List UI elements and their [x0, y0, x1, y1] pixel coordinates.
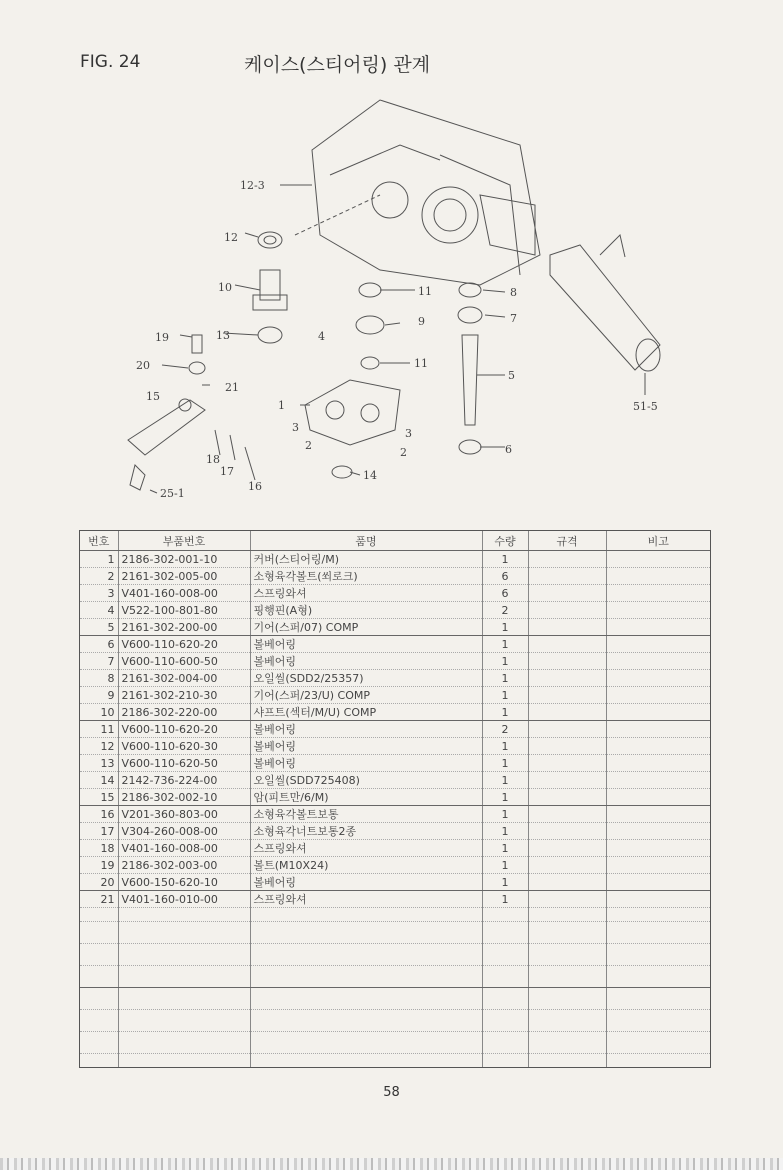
part-number-cell: V600-110-600-50: [118, 653, 250, 670]
table-row: [80, 619, 710, 636]
part-number-cell-no: 9: [80, 687, 118, 704]
part-number-cell-no: 17: [80, 823, 118, 840]
table-row: [80, 585, 710, 602]
quantity-cell: 1: [482, 670, 528, 687]
remarks-cell: [606, 568, 710, 585]
svg-text:3: 3: [292, 421, 299, 434]
part-number-cell-no: 6: [80, 636, 118, 653]
part-number-cell-no: 8: [80, 670, 118, 687]
part-number-cell: 2161-302-004-00: [118, 670, 250, 687]
quantity-cell: 1: [482, 874, 528, 891]
table-row: [80, 653, 710, 670]
part-name-cell: 볼베어링: [250, 755, 482, 772]
remarks-cell: [606, 738, 710, 755]
table-row: [80, 602, 710, 619]
quantity-cell: 1: [482, 653, 528, 670]
table-row: [80, 721, 710, 738]
remarks-cell: [606, 653, 710, 670]
remarks-cell: [606, 687, 710, 704]
spec-cell: [528, 857, 606, 874]
part-number-cell-no: 21: [80, 891, 118, 908]
svg-text:51-5: 51-5: [633, 400, 658, 413]
scan-edge: [0, 1158, 783, 1170]
part-number-cell: 2161-302-200-00: [118, 619, 250, 636]
table-row: [80, 840, 710, 857]
remarks-cell: [606, 857, 710, 874]
remarks-cell: [606, 619, 710, 636]
table-row: [80, 568, 710, 585]
part-number-cell-no: 10: [80, 704, 118, 721]
part-number-cell: V522-100-801-80: [118, 602, 250, 619]
table-row: [80, 823, 710, 840]
spec-cell: [528, 823, 606, 840]
quantity-cell: 1: [482, 840, 528, 857]
table-row: [80, 636, 710, 653]
svg-text:17: 17: [220, 465, 234, 478]
part-name-cell: 핑행핀(A형): [250, 602, 482, 619]
part-number-cell: V600-110-620-20: [118, 636, 250, 653]
table-row: [80, 704, 710, 721]
remarks-cell: [606, 755, 710, 772]
part-number-cell: V401-160-010-00: [118, 891, 250, 908]
part-name-cell: 볼베어링: [250, 874, 482, 891]
quantity-cell: 1: [482, 755, 528, 772]
table-row: [80, 670, 710, 687]
spec-cell: [528, 568, 606, 585]
quantity-cell: 1: [482, 619, 528, 636]
part-name-cell: 볼베어링: [250, 653, 482, 670]
remarks-cell: [606, 806, 710, 823]
quantity-cell: 6: [482, 568, 528, 585]
spec-cell: [528, 806, 606, 823]
part-number-cell-no: 7: [80, 653, 118, 670]
part-number-cell-no: 16: [80, 806, 118, 823]
spec-cell: [528, 772, 606, 789]
table-row: [80, 874, 710, 891]
part-number-cell-no: 3: [80, 585, 118, 602]
quantity-cell: 1: [482, 738, 528, 755]
part-number-cell: 2142-736-224-00: [118, 772, 250, 789]
part-name-cell: 커버(스티어링/M): [250, 551, 482, 568]
remarks-cell: [606, 721, 710, 738]
svg-text:12-3: 12-3: [240, 179, 265, 192]
remarks-cell: [606, 704, 710, 721]
part-name-cell: 기어(스퍼/07) COMP: [250, 619, 482, 636]
spec-cell: [528, 874, 606, 891]
parts-list-table: [79, 530, 711, 1068]
spec-cell: [528, 551, 606, 568]
quantity-cell: 1: [482, 636, 528, 653]
table-row: [80, 738, 710, 755]
part-number-cell: 2161-302-005-00: [118, 568, 250, 585]
part-number-cell-no: 20: [80, 874, 118, 891]
quantity-cell: 1: [482, 687, 528, 704]
quantity-cell: 1: [482, 772, 528, 789]
svg-text:9: 9: [418, 315, 425, 328]
remarks-cell: [606, 772, 710, 789]
part-number-cell-no: 5: [80, 619, 118, 636]
spec-cell: [528, 585, 606, 602]
table-empty-area: [80, 899, 710, 1067]
part-number-cell: V600-110-620-50: [118, 755, 250, 772]
svg-text:19: 19: [155, 331, 169, 344]
part-name-cell: 소형육각너트보통2종: [250, 823, 482, 840]
svg-text:3: 3: [405, 427, 412, 440]
part-name-cell: 소형육각볼트(쐬로크): [250, 568, 482, 585]
svg-text:14: 14: [363, 469, 377, 482]
remarks-cell: [606, 789, 710, 806]
part-number-cell-no: 19: [80, 857, 118, 874]
svg-text:1: 1: [278, 399, 285, 412]
quantity-cell: 1: [482, 891, 528, 908]
table-row: [80, 755, 710, 772]
part-name-cell: 볼베어링: [250, 738, 482, 755]
remarks-cell: [606, 602, 710, 619]
svg-text:16: 16: [248, 480, 262, 493]
quantity-cell: 1: [482, 789, 528, 806]
table-row: [80, 806, 710, 823]
svg-text:6: 6: [505, 443, 512, 456]
page-title: 케이스(스티어링) 관계: [244, 54, 431, 76]
quantity-cell: 2: [482, 721, 528, 738]
svg-text:2: 2: [305, 439, 312, 452]
spec-cell: [528, 738, 606, 755]
part-number-cell-no: 2: [80, 568, 118, 585]
remarks-cell: [606, 823, 710, 840]
part-number-cell: V600-110-620-20: [118, 721, 250, 738]
remarks-cell: [606, 840, 710, 857]
remarks-cell: [606, 670, 710, 687]
spec-cell: [528, 636, 606, 653]
part-number-cell: 2186-302-220-00: [118, 704, 250, 721]
quantity-cell: 1: [482, 551, 528, 568]
exploded-parts-diagram: [80, 85, 680, 509]
spec-cell: [528, 602, 606, 619]
svg-text:10: 10: [218, 281, 232, 294]
figure-number: FIG. 24: [80, 52, 141, 72]
svg-text:2: 2: [400, 446, 407, 459]
part-name-cell: 오일씰(SDD2/25357): [250, 670, 482, 687]
part-number-cell: 2161-302-210-30: [118, 687, 250, 704]
part-name-cell: 볼베어링: [250, 721, 482, 738]
part-number-cell: 2186-302-001-10: [118, 551, 250, 568]
spec-cell: [528, 721, 606, 738]
header-qty: 수량: [482, 531, 528, 551]
spec-cell: [528, 687, 606, 704]
remarks-cell: [606, 874, 710, 891]
svg-text:4: 4: [318, 330, 325, 343]
svg-text:18: 18: [206, 453, 220, 466]
table-row: [80, 857, 710, 874]
part-number-cell: V600-150-620-10: [118, 874, 250, 891]
quantity-cell: 1: [482, 857, 528, 874]
part-number-cell: 2186-302-002-10: [118, 789, 250, 806]
quantity-cell: 1: [482, 823, 528, 840]
part-number-cell-no: 12: [80, 738, 118, 755]
svg-text:8: 8: [510, 286, 517, 299]
spec-cell: [528, 619, 606, 636]
part-name-cell: 오일씰(SDD725408): [250, 772, 482, 789]
part-number-cell: V600-110-620-30: [118, 738, 250, 755]
table-row: [80, 687, 710, 704]
remarks-cell: [606, 551, 710, 568]
part-number-cell-no: 4: [80, 602, 118, 619]
svg-text:25-1: 25-1: [160, 487, 185, 500]
spec-cell: [528, 840, 606, 857]
part-number-cell-no: 11: [80, 721, 118, 738]
svg-text:13: 13: [216, 329, 230, 342]
remarks-cell: [606, 636, 710, 653]
spec-cell: [528, 789, 606, 806]
part-number-cell-no: 15: [80, 789, 118, 806]
header-no: 번호: [80, 531, 118, 551]
part-number-cell-no: 14: [80, 772, 118, 789]
header-part-no: 부품번호: [118, 531, 250, 551]
table-row: [80, 772, 710, 789]
part-number-cell: V304-260-008-00: [118, 823, 250, 840]
svg-text:11: 11: [414, 357, 428, 370]
svg-text:11: 11: [418, 285, 432, 298]
svg-text:5: 5: [508, 369, 515, 382]
part-number-cell-no: 13: [80, 755, 118, 772]
spec-cell: [528, 704, 606, 721]
part-name-cell: 소형육각볼트보통: [250, 806, 482, 823]
quantity-cell: 1: [482, 806, 528, 823]
quantity-cell: 1: [482, 704, 528, 721]
part-name-cell: 기어(스퍼/23/U) COMP: [250, 687, 482, 704]
part-number-cell: 2186-302-003-00: [118, 857, 250, 874]
svg-text:20: 20: [136, 359, 150, 372]
part-name-cell: 암(피트만/6/M): [250, 789, 482, 806]
svg-text:12: 12: [224, 231, 238, 244]
spec-cell: [528, 755, 606, 772]
remarks-cell: [606, 585, 710, 602]
table-row: [80, 789, 710, 806]
table-row: [80, 551, 710, 568]
header-remarks: 비고: [606, 531, 710, 551]
header-name: 품명: [250, 531, 482, 551]
part-name-cell: 스프링와셔: [250, 840, 482, 857]
page-number: 58: [383, 1085, 400, 1100]
header-spec: 규격: [528, 531, 606, 551]
svg-text:15: 15: [146, 390, 160, 403]
part-name-cell: 볼트(M10X24): [250, 857, 482, 874]
part-number-cell: V401-160-008-00: [118, 585, 250, 602]
part-number-cell-no: 18: [80, 840, 118, 857]
quantity-cell: 2: [482, 602, 528, 619]
part-name-cell: 볼베어링: [250, 636, 482, 653]
spec-cell: [528, 670, 606, 687]
spec-cell: [528, 653, 606, 670]
svg-text:21: 21: [225, 381, 239, 394]
part-name-cell: 샤프트(섹터/M/U) COMP: [250, 704, 482, 721]
part-name-cell: 스프링와셔: [250, 585, 482, 602]
part-number-cell: V401-160-008-00: [118, 840, 250, 857]
svg-text:7: 7: [510, 312, 517, 325]
part-number-cell-no: 1: [80, 551, 118, 568]
table-header-row: [80, 531, 710, 551]
part-number-cell: V201-360-803-00: [118, 806, 250, 823]
part-name-cell: 스프링와셔: [250, 891, 482, 908]
quantity-cell: 6: [482, 585, 528, 602]
